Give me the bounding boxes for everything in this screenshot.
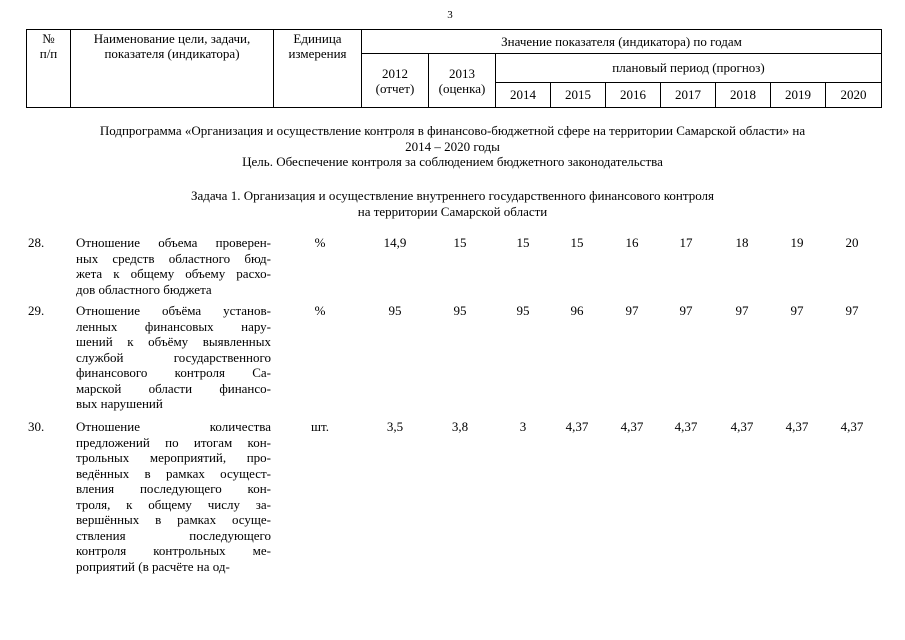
indicator-name-line: трольных мероприятий, про-	[76, 450, 271, 465]
indicator-value: 95	[453, 303, 467, 318]
row-number: 28.	[28, 235, 45, 250]
header-year: 2020	[826, 82, 882, 107]
indicator-name-line: службой государственного	[76, 349, 271, 365]
indicator-name-line: дов областного бюджета	[76, 281, 212, 297]
subprogram-title	[0, 123, 905, 154]
indicator-value: 96	[570, 303, 584, 318]
header-unit: Единица измерения	[274, 30, 362, 108]
indicator-name-line: ленных финансовых нару-	[76, 318, 271, 334]
subprogram-title-line: Подпрограмма «Организация и осуществление контроля в финансово-бюджетной сфере на территории Самарской области» на	[99, 123, 806, 138]
header-year: 2018	[716, 82, 771, 107]
indicator-name-line: ствления последующего	[76, 527, 271, 543]
header-year: 2017	[661, 82, 716, 107]
indicator-unit: шт.	[311, 419, 329, 434]
header-2012: 2012 (отчет)	[362, 54, 429, 108]
indicator-value: 97	[735, 303, 749, 318]
indicator-value: 3,8	[451, 419, 469, 434]
header-2013: 2013 (оценка)	[429, 54, 496, 108]
indicator-value: 15	[570, 235, 584, 250]
indicator-value: 97	[625, 303, 639, 318]
indicator-value: 97	[790, 303, 804, 318]
indicator-value: 16	[625, 235, 639, 250]
indicator-value: 17	[679, 235, 693, 250]
header-num: № п/п	[27, 30, 71, 108]
header-year: 2015	[551, 82, 606, 107]
indicator-value: 18	[735, 235, 749, 250]
indicator-value: 19	[790, 235, 804, 250]
indicator-value: 4,37	[840, 419, 864, 434]
indicator-value: 4,37	[730, 419, 754, 434]
indicator-value: 4,37	[565, 419, 589, 434]
goal-line: Цель. Обеспечение контроля за соблюдением бюджетного законодательства	[242, 154, 663, 169]
indicator-name	[76, 235, 271, 297]
task-title-line: на территории Самарской области	[357, 203, 548, 219]
indicator-name-line: Отношение количества	[76, 419, 271, 434]
indicator-name-line: контроля контрольных ме-	[76, 543, 271, 558]
row-number: 30.	[28, 419, 45, 434]
row-number: 29.	[28, 303, 45, 318]
indicator-value: 97	[845, 303, 859, 318]
indicator-unit: %	[314, 235, 326, 250]
header-values: Значение показателя (индикатора) по годам	[362, 30, 882, 54]
header-year: 2016	[606, 82, 661, 107]
indicator-value: 3	[519, 419, 527, 434]
indicator-name-line: вления последующего кон-	[76, 481, 271, 496]
indicator-name-line: предложений по итогам кон-	[76, 434, 271, 450]
indicator-value: 4,37	[620, 419, 644, 434]
indicator-name-line: вершённых в рамках осуще-	[76, 512, 271, 527]
indicator-value: 97	[679, 303, 693, 318]
task-title-line: Задача 1. Организация и осуществление внутреннего государственного финансового контроля	[191, 188, 714, 203]
indicator-name-line: вых нарушений	[76, 396, 163, 411]
indicator-value: 20	[845, 235, 859, 250]
indicator-value: 4,37	[674, 419, 698, 434]
header-year: 2019	[771, 82, 826, 107]
indicator-unit: %	[314, 303, 326, 318]
subprogram-title-line: 2014 – 2020 годы	[405, 138, 500, 154]
indicator-name-line: жета к общему объему расхо-	[76, 266, 271, 281]
indicator-value: 4,37	[785, 419, 809, 434]
indicator-name-line: Отношение объема проверен-	[76, 235, 271, 250]
page-number: 3	[447, 9, 453, 21]
indicator-name-line: роприятий (в расчёте на од-	[76, 558, 230, 574]
indicator-name	[76, 419, 271, 574]
indicator-name-line: троля, к общему числу за-	[76, 496, 271, 512]
indicator-value: 95	[388, 303, 402, 318]
indicator-name-line: финансового контроля Са-	[76, 365, 271, 380]
indicator-value: 14,9	[383, 235, 407, 250]
indicator-value: 3,5	[386, 419, 404, 434]
indicator-name-line: ведённых в рамках осущест-	[76, 465, 271, 481]
indicator-header-table	[26, 29, 882, 108]
header-plan-period: плановый период (прогноз)	[496, 54, 882, 82]
indicator-name	[76, 303, 271, 412]
indicator-name-line: шений к объёму выявленных	[76, 334, 271, 349]
indicator-value: 15	[516, 235, 530, 250]
indicator-value: 15	[453, 235, 467, 250]
indicator-name-line: марской области финансо-	[76, 380, 271, 396]
header-name: Наименование цели, задачи, показателя (индикатора)	[71, 30, 274, 108]
indicator-value: 95	[516, 303, 530, 318]
task-title	[0, 188, 905, 219]
indicator-name-line: Отношение объёма установ-	[76, 303, 271, 318]
indicator-name-line: ных средств областного бюд-	[76, 250, 271, 266]
header-year: 2014	[496, 82, 551, 107]
